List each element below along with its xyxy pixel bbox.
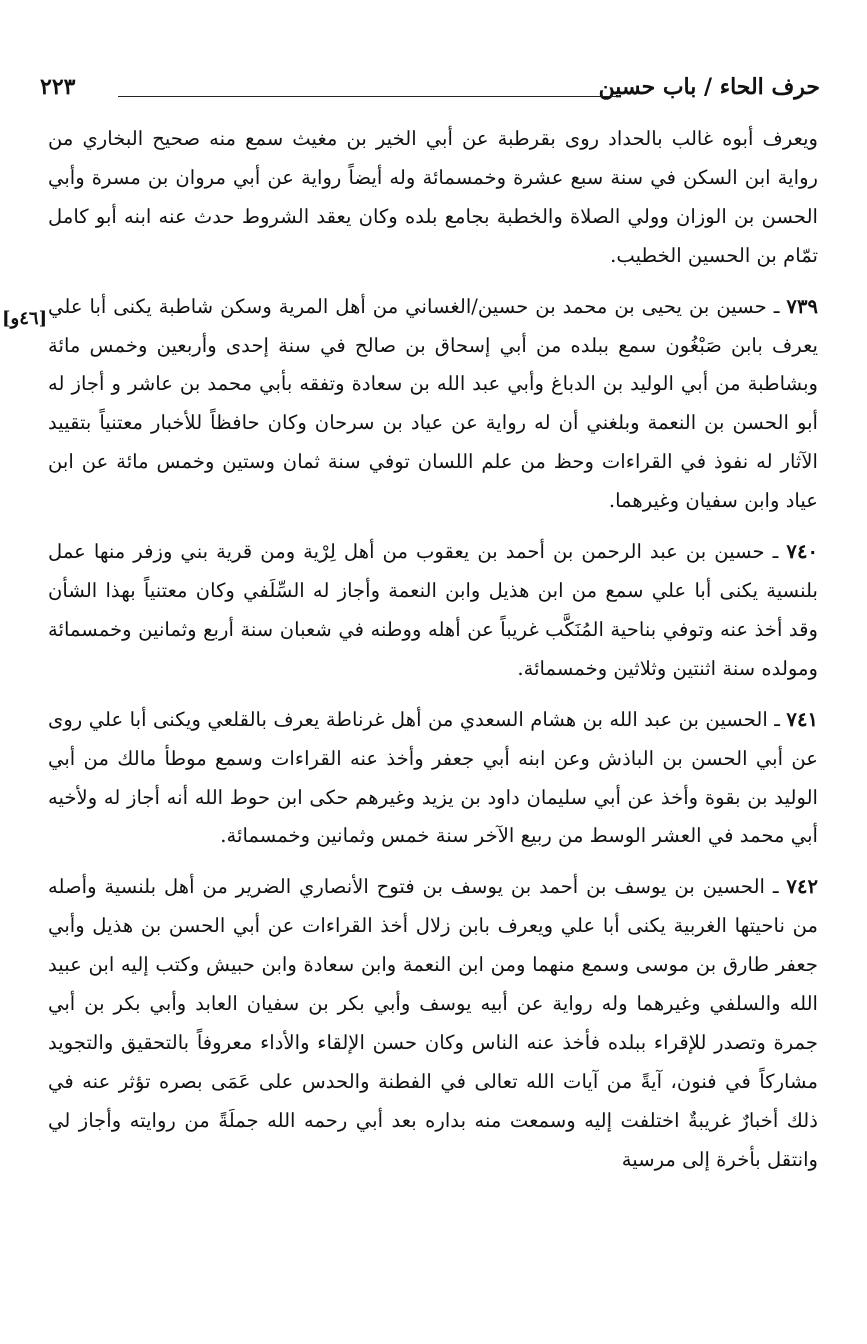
intro-paragraph: ويعرف أبوه غالب بالحداد روى بقرطبة عن أبي الخير بن مغيث سمع منه صحيح البخاري من رواية ابن السكن في سنة سبع عشرة وخمسمائة وله أيضاً رواية عن أبي مروان بن مسرة وأبي الحسن بن الوزان وولي الصلاة والخطبة بجامع بلده وكان يعقد الشروط حدث عنه ابنه أبو كامل تمّام بن الحسين الخطيب. (48, 127, 818, 267)
page-number: ٢٢٣ (40, 74, 76, 100)
header-title: حرف الحاء / باب حسين (598, 74, 820, 100)
margin-folio-reference: [٤٦و] (2, 308, 48, 329)
running-header (40, 74, 820, 108)
entry-text: ـ حسين بن عبد الرحمن بن أحمد بن يعقوب من أهل لِرْية ومن قرية بني وزفر منها عمل بلنسية يكنى أبا علي سمع من ابن هذيل وابن النعمة وأجاز له السِّلَفي وكان معتنياً بهذا الشأن وقد أخذ عنه وتوفي بناحية المُنَكَّب غريباً عن أهله ووطنه في شعبان سنة أربع وثمانين وخمسمائة ومولده سنة اثنتين وثلاثين وخمسمائة. (48, 540, 818, 680)
entry-number: ٧٤١ (786, 707, 818, 731)
entry-742 (48, 868, 818, 1179)
entry-739 (48, 288, 818, 521)
entry-text: ـ حسين بن يحيى بن محمد بن حسين/الغساني من أهل المرية وسكن شاطبة يكنى أبا علي يعرف بابن صَبْغُون سمع ببلده من أبي إسحاق بن صالح في سنة إحدى وأربعين وخمس مائة وبشاطبة من أبي الوليد بن الدباغ وأبي عبد الله بن سعادة وتفقه بأبي محمد بن عاشر و أجاز له أبو الحسن بن النعمة وبلغني أن له رواية عن عياد بن سرحان وكان حافظاً للأخبار معتنياً بتقييد الآثار له نفوذ في القراءات وحظ من علم اللسان توفي سنة ثمان وستين وخمس مائة عن ابن عياد وابن سفيان وغيرهما. (48, 294, 818, 513)
entry-number: ٧٤٠ (786, 540, 818, 564)
entry-740 (48, 533, 818, 689)
entry-number: ٧٣٩ (786, 294, 818, 318)
entry-number: ٧٤٢ (786, 875, 818, 899)
entry-741 (48, 701, 818, 857)
entry-text: ـ الحسين بن يوسف بن أحمد بن يوسف بن فتوح الأنصاري الضرير من أهل بلنسية وأصله من ناحيتها الغربية يكنى أبا علي ويعرف بابن زلال أخذ القراءات عن أبي الحسن بن هذيل وأبي جعفر طارق بن موسى وسمع منهما ومن ابن النعمة وابن سعادة وابن حبيش وكتب إليه ابن عبيد الله والسلفي وغيرهما وله رواية عن أبيه يوسف وأبي بكر بن سفيان العابد وأبي بكر بن أبي جمرة وتصدر للإقراء ببلده فأخذ عنه الناس وكان حسن الإلقاء والأداء معروفاً بالتحقيق والتجويد مشاركاً في فنون، آيةً من آيات الله تعالى في الفطنة والحدس على عَمَى بصره تؤثر عنه في ذلك أخبارٌ غريبةٌ اختلفت إليه وسمعت منه بداره بعد أبي رحمه الله جملَةً من روايته وأجاز لي وانتقل بأخرة إلى مرسية (48, 875, 818, 1171)
entry-text: ـ الحسين بن عبد الله بن هشام السعدي من أهل غرناطة يعرف بالقلعي ويكنى أبا علي روى عن أبي الحسن بن الباذش وعن ابنه أبي جعفر وأخذ عنه القراءات وسمع موطأ مالك من أبي الوليد بن بقوة وأخذ عن أبي سليمان داود بن يزيد وغيرهم حكى ابن حوط الله أنه أجاز له ولأخيه أبي محمد في العشر الوسط من ربيع الآخر سنة خمس وثمانين وخمسمائة. (48, 707, 818, 848)
body-text (48, 120, 818, 1180)
header-rule (118, 96, 620, 97)
